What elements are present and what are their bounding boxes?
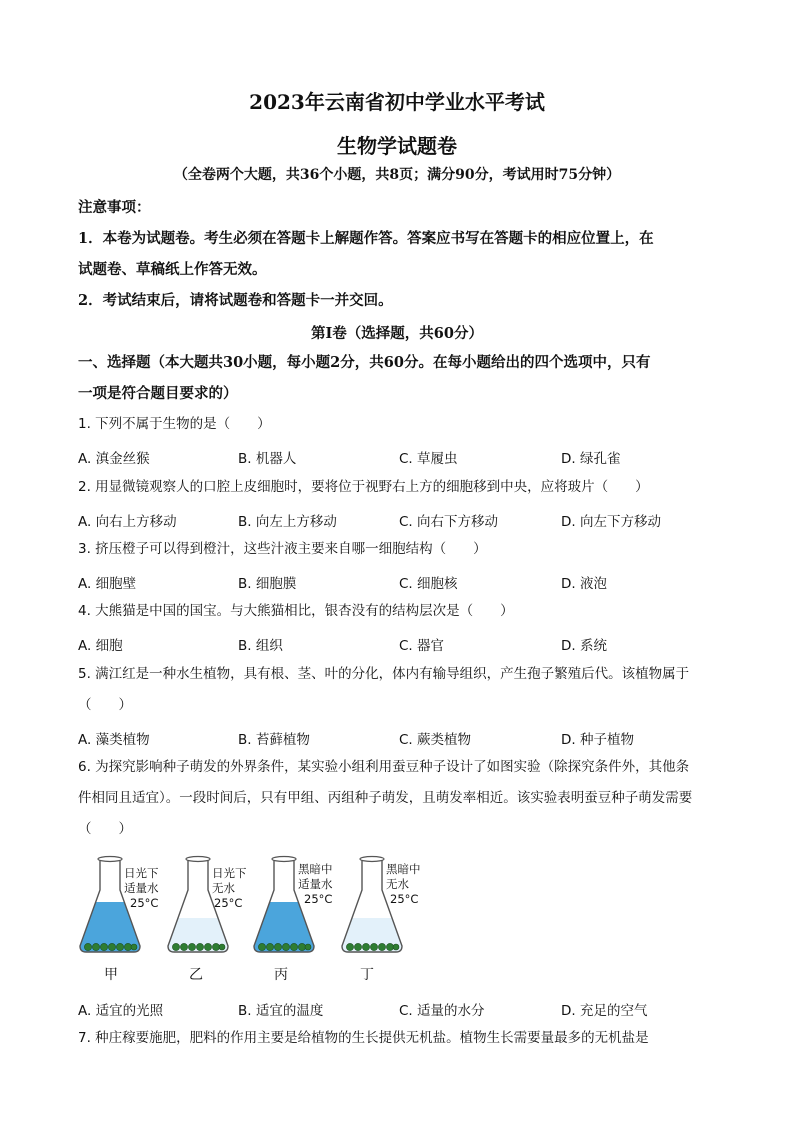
flask-jia-name: 甲 [104, 967, 118, 983]
option-a: A. 藻类植物 [78, 732, 150, 748]
question-6-stem-line-2: 件相同且适宜）。一段时间后，只有甲组、丙组种子萌发，且萌发率相近。该实验表明蚕豆种子萌发需要 [78, 790, 693, 806]
option-c: C. 草履虫 [399, 451, 458, 467]
exam-title: 2023年云南省初中学业水平考试 [249, 90, 545, 114]
flask-jia-light: 日光下 [124, 866, 159, 880]
flask-yi-water: 无水 [212, 881, 235, 895]
notes-item-1-line-2: 试题卷、草稿纸上作答无效。 [78, 261, 267, 278]
option-c: C. 适量的水分 [399, 1003, 485, 1019]
flask-ding-water: 无水 [386, 877, 409, 891]
flask-bing-water: 适量水 [298, 877, 333, 891]
flask-yi-temp: 25°C [214, 896, 243, 910]
seed-germination-figure [76, 848, 436, 988]
flask-yi-light: 日光下 [212, 866, 247, 880]
option-a: A. 滇金丝猴 [78, 451, 150, 467]
notes-item-2: 2．考试结束后，请将试题卷和答题卡一并交回。 [78, 292, 393, 309]
question-6-stem-line-1: 6. 为探究影响种子萌发的外界条件，某实验小组利用蚕豆种子设计了如图实验（除探究条件外，其他条 [78, 759, 690, 775]
question-6-options [78, 999, 728, 1019]
exam-info: （全卷两个大题，共36个小题，共8页；满分90分，考试用时75分钟） [173, 167, 621, 183]
option-a: A. 适宜的光照 [78, 1003, 164, 1019]
flask-jia-conditions [124, 866, 159, 911]
flask-yi-conditions [212, 866, 247, 911]
option-b: B. 适宜的温度 [238, 1003, 324, 1019]
option-b: B. 细胞膜 [238, 576, 297, 592]
question-4-stem: 4. 大熊猫是中国的国宝。与大熊猫相比，银杏没有的结构层次是（ ） [78, 603, 514, 619]
question-3-options [78, 572, 728, 592]
question-7-stem: 7. 种庄稼要施肥，肥料的作用主要是给植物的生长提供无机盐。植物生长需要量最多的无机盐是 [78, 1030, 649, 1046]
option-d: D. 绿孔雀 [561, 451, 621, 467]
flask-ding-name: 丁 [360, 967, 374, 983]
option-d: D. 系统 [561, 638, 607, 654]
exam-subtitle: 生物学试题卷 [337, 134, 457, 158]
option-b: B. 向左上方移动 [238, 514, 337, 530]
option-a: A. 向右上方移动 [78, 514, 177, 530]
option-d: D. 液泡 [561, 576, 607, 592]
section-title: 第Ⅰ卷（选择题，共60分） [311, 325, 483, 342]
question-2-stem: 2. 用显微镜观察人的口腔上皮细胞时，要将位于视野右上方的细胞移到中央，应将玻片（ ） [78, 479, 649, 495]
option-b: B. 组织 [238, 638, 283, 654]
flask-bing-name: 丙 [274, 967, 288, 983]
flask-bing-light: 黑暗中 [298, 862, 333, 876]
option-c: C. 蕨类植物 [399, 732, 472, 748]
flask-yi-name: 乙 [189, 967, 203, 983]
notes-item-1-line-1: 1．本卷为试题卷。考生必须在答题卡上解题作答。答案应书写在答题卡的相应位置上，在 [78, 230, 654, 247]
question-4-options [78, 634, 728, 654]
flask-bing-conditions [298, 862, 333, 907]
question-1-options [78, 447, 728, 467]
flask-jia-water: 适量水 [124, 881, 159, 895]
option-a: A. 细胞 [78, 638, 123, 654]
flask-jia-temp: 25°C [130, 896, 159, 910]
section-heading-line-1: 一、选择题（本大题共30小题，每小题2分，共60分。在每小题给出的四个选项中，只有 [78, 354, 651, 371]
question-1-stem: 1. 下列不属于生物的是（ ） [78, 416, 271, 432]
option-b: B. 苔藓植物 [238, 732, 310, 748]
flask-bing-temp: 25°C [304, 892, 333, 906]
option-d: D. 种子植物 [561, 732, 634, 748]
option-d: D. 向左下方移动 [561, 514, 661, 530]
option-c: C. 细胞核 [399, 576, 458, 592]
flask-ding-conditions [386, 862, 421, 907]
flask-ding-light: 黑暗中 [386, 862, 421, 876]
question-6-stem-line-3: （ ） [78, 821, 132, 837]
question-3-stem: 3. 挤压橙子可以得到橙汁，这些汁液主要来自哪一细胞结构（ ） [78, 541, 487, 557]
option-b: B. 机器人 [238, 451, 297, 467]
option-c: C. 器官 [399, 638, 445, 654]
question-5-stem-line-1: 5. 满江红是一种水生植物，具有根、茎、叶的分化，体内有输导组织，产生孢子繁殖后代。该植物属于 [78, 666, 690, 682]
option-c: C. 向右下方移动 [399, 514, 499, 530]
flask-ding-temp: 25°C [390, 892, 419, 906]
notes-heading: 注意事项： [78, 199, 151, 216]
question-2-options [78, 510, 728, 530]
question-5-options [78, 728, 728, 748]
option-a: A. 细胞壁 [78, 576, 137, 592]
option-d: D. 充足的空气 [561, 1003, 648, 1019]
question-5-stem-line-2: （ ） [78, 697, 132, 713]
section-heading-line-2: 一项是符合题目要求的） [78, 385, 238, 402]
